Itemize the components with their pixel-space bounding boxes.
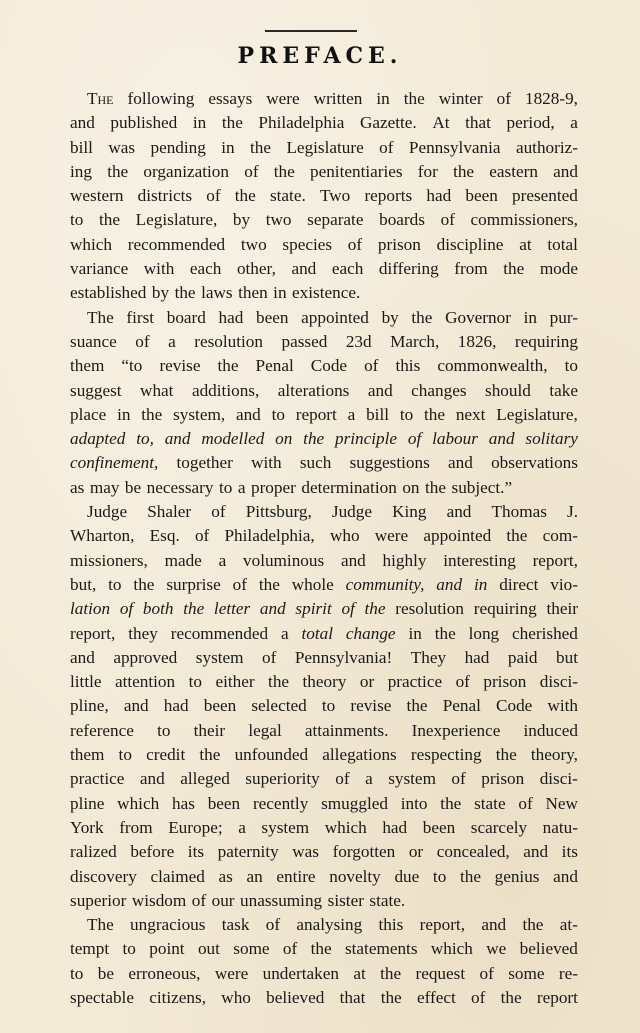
text-line: suggest what additions, alterations and changes should take xyxy=(70,380,578,400)
preface-text xyxy=(70,87,578,1010)
text-line: ing the organization of the penitentiaries for the eastern and xyxy=(70,161,578,181)
text-line: Judge Shaler of Pittsburg, Judge King and Thomas J. xyxy=(87,502,578,522)
text-line: pline which has been recently smuggled into the state of New xyxy=(70,793,578,813)
page-title: PREFACE. xyxy=(237,43,403,69)
header-rule xyxy=(265,30,357,32)
text-line: reference to their legal attainments. Inexperience induced xyxy=(70,720,578,740)
text-line: confinement, together with such suggestions and observations xyxy=(70,453,578,473)
text-line: spectable citizens, who believed that the effect of the report xyxy=(70,987,578,1007)
text-line: them “to revise the Penal Code of this commonwealth, to xyxy=(70,356,578,376)
text-line: but, to the surprise of the whole community, and in direct vio- xyxy=(70,574,578,594)
text-line: missioners, made a voluminous and highly interesting report, xyxy=(70,550,578,570)
text-line: variance with each other, and each differing from the mode xyxy=(70,259,578,279)
text-line: pline, and had been selected to revise the Penal Code with xyxy=(70,696,578,716)
text-line: superior wisdom of our unassuming sister state. xyxy=(70,890,406,910)
text-line: discovery claimed as an entire novelty due to the genius and xyxy=(70,866,578,886)
text-line: Wharton, Esq. of Philadelphia, who were appointed the com- xyxy=(70,526,578,546)
text-line: tempt to point out some of the statements which we believed xyxy=(70,939,578,959)
text-line: little attention to either the theory or practice of prison disci- xyxy=(70,672,578,692)
text-line: bill was pending in the Legislature of Pennsylvania authoriz- xyxy=(70,137,578,157)
text-line: The first board had been appointed by the Governor in pur- xyxy=(87,307,578,327)
text-line: York from Europe; a system which had been scarcely natu- xyxy=(70,817,578,837)
text-line: to be erroneous, were undertaken at the request of some re- xyxy=(70,963,578,983)
text-line: them to credit the unfounded allegations respecting the theory, xyxy=(70,745,578,765)
text-line: adapted to, and modelled on the principle of labour and solitary xyxy=(70,429,578,449)
text-line: as may be necessary to a proper determination on the subject.” xyxy=(70,477,513,497)
text-line: practice and alleged superiority of a system of prison disci- xyxy=(70,769,578,789)
text-line: and published in the Philadelphia Gazette. At that period, a xyxy=(70,113,578,133)
text-line: The following essays were written in the winter of 1828-9, xyxy=(87,89,578,108)
text-line: lation of both the letter and spirit of the resolution requiring their xyxy=(70,599,578,619)
text-line: established by the laws then in existence. xyxy=(70,283,361,303)
text-line: The ungracious task of analysing this report, and the at- xyxy=(87,915,578,935)
text-line: report, they recommended a total change in the long cherished xyxy=(70,623,578,643)
text-line: western districts of the state. Two reports had been presented xyxy=(70,186,578,206)
text-line: place in the system, and to report a bill to the next Legislature, xyxy=(70,404,578,424)
text-line: ralized before its paternity was forgotten or concealed, and its xyxy=(70,842,578,862)
text-line: and approved system of Pennsylvania! They had paid but xyxy=(70,647,578,667)
text-line: which recommended two species of prison discipline at total xyxy=(70,234,578,254)
text-line: suance of a resolution passed 23d March, 1826, requiring xyxy=(70,331,578,351)
text-line: to the Legislature, by two separate boards of commissioners, xyxy=(70,210,578,230)
